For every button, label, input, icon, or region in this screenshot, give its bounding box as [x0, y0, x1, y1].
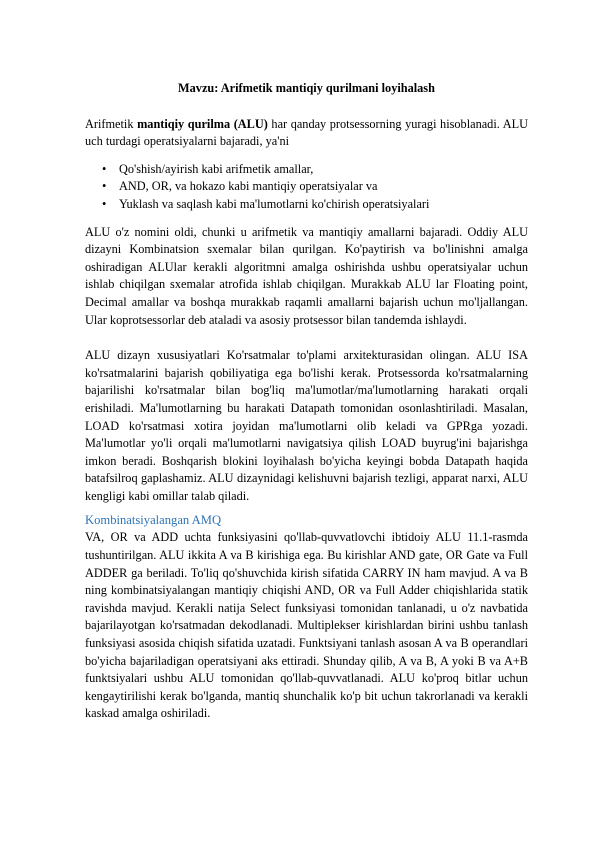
body-paragraph-3: VA, OR va ADD uchta funksiyasini qo'llab-quvvatlovchi ibtidoiy ALU 11.1-rasmda tushuntirilgan. ALU ikkita A va B kirishiga ega. Bu kirishlar AND gate, OR Gate va Full ADDER ga beriladi. To'liq qo'shuvchida kirish sifatida CARRY IN ham mavjud. A va B ning kombinatsiyalangan mantiqiy chiqishi AND, OR va Full Adder chiqishlarida statik ravishda mavjud. Kerakli natija Select funksiyasi tomonidan tanlanadi, u o'z navbatida bajarilayotgan ko'rsatmadan dekodlanadi. Multiplekser kirishlardan birini ushbu tanlash funksiyasi asosida chiqish sifatida uzatadi. Funktsiyani tanlash asosan A va B operandlari bo'yicha bajariladigan operatsiyani aks ettiradi. Shunday qilib, A va B, A yoki B va A+B funktsiyalari ushbu ALU tomonidan qo'llab-quvvatlanadi. ALU ko'proq bitlar uchun kengaytirilishi kerak bo'lganda, mantiq shunchalik ko'p bit uchun takrorlanadi va kerakli kaskad amalga oshiriladi.: [85, 530, 528, 721]
intro-prefix: Arifmetik: [85, 116, 138, 131]
body-paragraph-2: ALU dizayn xususiyatlari Ko'rsatmalar to'plami arxitekturasidan olingan. ALU ISA ko'rsatmalarini bajarish qobiliyatiga ega bo'lishi kerak. Protsessorda ko'rsatmalarning bajarilishi ko'rsatmalar bilan bog'liq ma'lumotlar/ma'lumotlarning harakati orqali erishiladi. Ma'lumotlarning bu harakati Datapath tomonidan osonlashtiriladi. Masalan, LOAD ko'rsatmasi xotira joyidan ma'lumotlarni olib keladi va GPRga yozadi. Ma'lumotlar yo'li orqali ma'lumotlarni navigatsiya qilish LOAD buyrug'ini bajarishga imkon beradi. Boshqarish blokini loyihalash bo'yicha keyingi bobda Datapath haqida batafsilroq gaplashamiz. ALU dizaynidagi kelishuvni bajarish tezligi, apparat narxi, ALU kengligi kabi omillar talab qiladi.: [85, 348, 528, 503]
operations-list: [85, 161, 528, 214]
list-item: • AND, OR, va hokazo kabi mantiqiy operatsiyalar va: [119, 178, 528, 196]
list-item: • Yuklash va saqlash kabi ma'lumotlarni ko'chirish operatsiyalari: [119, 196, 528, 214]
list-item: • Qo'shish/ayirish kabi arifmetik amallar,: [119, 161, 528, 179]
document-title: Mavzu: Arifmetik mantiqiy qurilmani loyihalash: [178, 81, 435, 95]
intro-bold-term: mantiqiy qurilma (ALU): [137, 116, 268, 131]
intro-paragraph: [85, 116, 528, 151]
body-paragraph-1: ALU o'z nomini oldi, chunki u arifmetik va mantiqiy amallarni bajaradi. Oddiy ALU dizayni Kombinatsion sxemalar bilan qurilgan. Ko'paytirish va bo'linishni amalga oshiradigan ALUlar kerakli algoritmni amalga oshirishda ushbu operatsiyalar uchun ishlab chiqilgan sxemalar atrofida ishlab chiqilgan. Murakkab ALU lar Floating point, Decimal amallar va boshqa murakkab raqamli amallarni bajarish uchun mo'ljallangan. Ular koprotsessorlar deb ataladi va asosiy protsessor bilan tandemda ishlaydi.: [85, 224, 528, 327]
section-heading: Kombinatsiyalangan AMQ: [85, 513, 222, 528]
document-page: [85, 80, 528, 723]
intro-suffix: har qanday protsessorning yuragi hisoblanadi. ALU uch turdagi operatsiyalarni bajaradi, ya'ni: [85, 116, 528, 149]
